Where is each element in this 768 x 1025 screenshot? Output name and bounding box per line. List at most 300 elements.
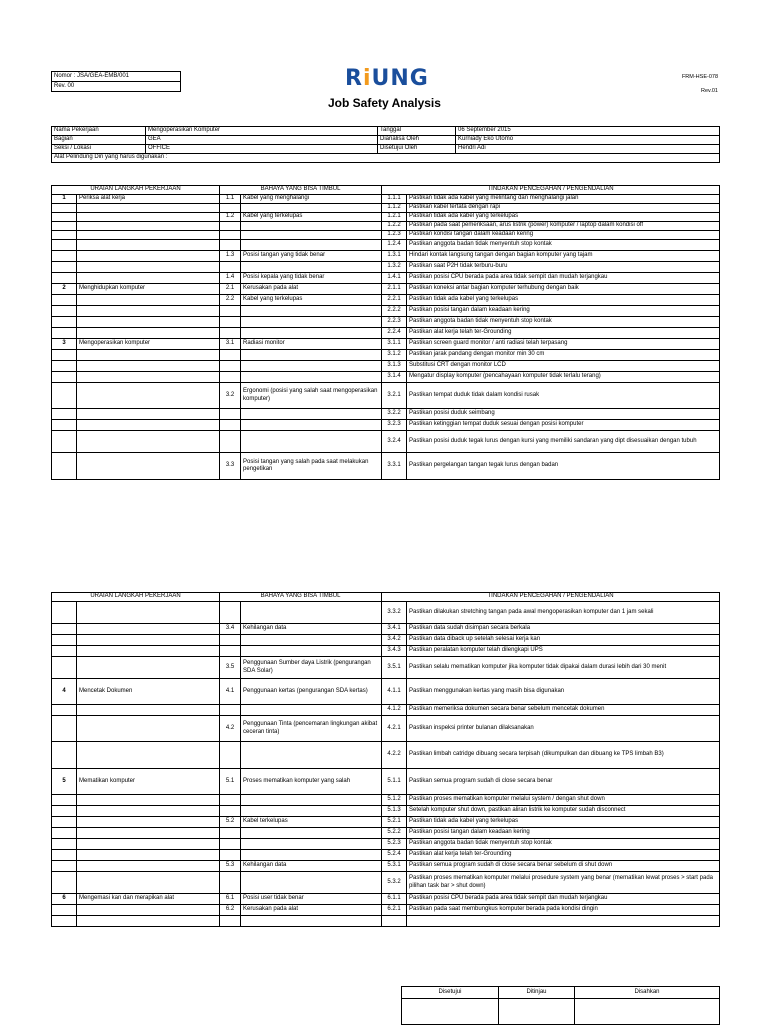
control-description: Pastikan tempat duduk tidak dalam kondisi rusak: [407, 383, 720, 409]
table-row: [52, 861, 720, 872]
col-header-langkah: URAIAN LANGKAH PEKERJAAN: [52, 186, 220, 195]
hazard-number: 5.1: [220, 769, 241, 795]
hazard-number: [220, 350, 241, 361]
step-description: [77, 602, 220, 624]
table-row: [52, 306, 720, 317]
control-description: Pastikan proses mematikan komputer melalui system / dengan shut down: [407, 795, 720, 806]
hazard-description: [241, 839, 382, 850]
sig-ditinjau-label: Ditinjau: [499, 987, 575, 999]
table-row: [52, 646, 720, 657]
table-row: [52, 828, 720, 839]
hazard-description: Posisi kepala yang tidak benar: [241, 273, 382, 284]
jsa-table-page1: [51, 185, 720, 480]
step-description: [77, 716, 220, 742]
control-number: 3.1.1: [382, 339, 407, 350]
hazard-number: 3.2: [220, 383, 241, 409]
step-description: [77, 383, 220, 409]
control-description: Pastikan semua program sudah di close secara benar: [407, 769, 720, 795]
step-description: [77, 742, 220, 769]
control-number: 1.3.2: [382, 262, 407, 273]
control-number: 5.2.3: [382, 839, 407, 850]
control-number: 5.2.4: [382, 850, 407, 861]
control-number: 5.1.2: [382, 795, 407, 806]
hazard-number: [220, 262, 241, 273]
table-row: [52, 361, 720, 372]
value-seksi: OFFICE: [146, 145, 378, 154]
step-description: [77, 273, 220, 284]
table-row: [52, 262, 720, 273]
step-number: [52, 361, 77, 372]
control-number: 5.3.2: [382, 872, 407, 894]
step-number: [52, 372, 77, 383]
doc-number: Nomor : JSA/GEA-EMB/001: [52, 72, 181, 82]
control-number: 3.4.3: [382, 646, 407, 657]
hazard-number: 1.2: [220, 213, 241, 222]
control-number: 3.3.1: [382, 453, 407, 480]
table-row: [52, 409, 720, 420]
step-number: [52, 861, 77, 872]
hazard-number: [220, 742, 241, 769]
col-header-bahaya: BAHAYA YANG BISA TIMBUL: [220, 593, 382, 602]
control-number: 1.4.1: [382, 273, 407, 284]
control-number: 3.5.1: [382, 657, 407, 679]
table-row: [52, 383, 720, 409]
control-number: 3.1.2: [382, 350, 407, 361]
control-number: 3.2.1: [382, 383, 407, 409]
step-number: [52, 453, 77, 480]
table-row: [52, 916, 720, 927]
step-number: [52, 839, 77, 850]
sig-ditinjau-box: [499, 999, 575, 1025]
control-number: 3.3.2: [382, 602, 407, 624]
hazard-number: [220, 361, 241, 372]
control-description: Pastikan ketinggian tempat duduk sesuai dengan posisi komputer: [407, 420, 720, 431]
control-description: Mengatur display komputer (pencahayaan komputer tidak terlalu terang): [407, 372, 720, 383]
hazard-description: [241, 646, 382, 657]
step-number: [52, 624, 77, 635]
label-bagian: Bagian: [52, 136, 146, 145]
control-number: [382, 916, 407, 927]
control-description: Pastikan saat P2H tidak terburu-buru: [407, 262, 720, 273]
hazard-description: [241, 240, 382, 251]
value-nama-pekerjaan: Mengoperasikan Komputer: [146, 127, 378, 136]
step-description: [77, 431, 220, 453]
hazard-number: [220, 850, 241, 861]
step-description: Menghidupkan komputer: [77, 284, 220, 295]
hazard-number: 1.3: [220, 251, 241, 262]
control-description: Pastikan pergelangan tangan tegak lurus dengan badan: [407, 453, 720, 480]
step-number: 4: [52, 679, 77, 705]
control-number: 5.2.2: [382, 828, 407, 839]
hazard-number: [220, 317, 241, 328]
step-number: [52, 295, 77, 306]
control-number: 1.1.1: [382, 195, 407, 204]
step-number: [52, 231, 77, 240]
hazard-number: 5.2: [220, 817, 241, 828]
hazard-number: 3.3: [220, 453, 241, 480]
table-row: [52, 350, 720, 361]
control-number: 2.2.4: [382, 328, 407, 339]
control-description: Pastikan posisi CPU berada pada area tidak sempit dan mudah terjangkau: [407, 273, 720, 284]
control-description: Pastikan pada saat pemeriksaan, arus listrik (power) komputer / laptop dalam kondisi off: [407, 222, 720, 231]
table-row: [52, 372, 720, 383]
step-description: [77, 905, 220, 916]
step-description: Mengoperasikan komputer: [77, 339, 220, 350]
table-row: [52, 742, 720, 769]
hazard-number: 1.4: [220, 273, 241, 284]
hazard-description: [241, 705, 382, 716]
control-number: 1.2.3: [382, 231, 407, 240]
control-number: 3.2.4: [382, 431, 407, 453]
table-row: [52, 872, 720, 894]
control-number: 1.3.1: [382, 251, 407, 262]
hazard-number: 3.5: [220, 657, 241, 679]
step-description: [77, 240, 220, 251]
table-row: [52, 295, 720, 306]
step-number: [52, 383, 77, 409]
control-description: Pastikan anggota badan tidak menyentuh stop kontak: [407, 839, 720, 850]
hazard-description: [241, 231, 382, 240]
step-number: [52, 262, 77, 273]
control-description: Pastikan anggota badan tidak menyentuh stop kontak: [407, 317, 720, 328]
sig-disetujui-label: Disetujui: [402, 987, 499, 999]
doc-number-box: [51, 71, 181, 93]
step-description: [77, 657, 220, 679]
control-number: 2.2.1: [382, 295, 407, 306]
step-description: [77, 262, 220, 273]
table-row: [52, 657, 720, 679]
jsa-table-page2: [51, 592, 720, 927]
step-number: [52, 742, 77, 769]
control-description: Pastikan inspeksi printer bulanan dilaksanakan: [407, 716, 720, 742]
control-number: 3.1.3: [382, 361, 407, 372]
doc-rev: Rev. 00: [52, 82, 181, 92]
control-number: 3.4.2: [382, 635, 407, 646]
hazard-number: [220, 839, 241, 850]
hazard-number: [220, 635, 241, 646]
step-number: [52, 916, 77, 927]
value-tanggal: 06 September 2015: [456, 127, 720, 136]
control-number: 6.2.1: [382, 905, 407, 916]
step-number: [52, 409, 77, 420]
step-description: [77, 328, 220, 339]
step-number: [52, 806, 77, 817]
hazard-number: [220, 431, 241, 453]
table-row: [52, 251, 720, 262]
control-description: Substitusi CRT dengan monitor LCD: [407, 361, 720, 372]
control-description: Pastikan memeriksa dokumen secara benar sebelum mencetak dokumen: [407, 705, 720, 716]
table-row: [52, 602, 720, 624]
step-description: [77, 624, 220, 635]
hazard-number: [220, 420, 241, 431]
control-description: Pastikan tidak ada kabel yang terkelupas: [407, 213, 720, 222]
control-description: Pastikan posisi duduk seimbang: [407, 409, 720, 420]
step-number: [52, 795, 77, 806]
step-number: [52, 240, 77, 251]
table-row: [52, 284, 720, 295]
control-number: 4.2.2: [382, 742, 407, 769]
step-description: [77, 646, 220, 657]
hazard-number: [220, 872, 241, 894]
hazard-number: 2.2: [220, 295, 241, 306]
table-row: [52, 213, 720, 222]
control-number: 5.1.3: [382, 806, 407, 817]
control-number: 2.2.2: [382, 306, 407, 317]
hazard-description: Kerusakan pada alat: [241, 284, 382, 295]
label-dianalisa: Dianalisa Oleh: [378, 136, 456, 145]
hazard-description: [241, 328, 382, 339]
step-number: [52, 273, 77, 284]
hazard-description: Kabel yang terkelupas: [241, 295, 382, 306]
control-description: Pastikan menggunakan kertas yang masih bisa digunakan: [407, 679, 720, 705]
step-description: [77, 317, 220, 328]
col-header-langkah: URAIAN LANGKAH PEKERJAAN: [52, 593, 220, 602]
hazard-description: Radiasi monitor: [241, 339, 382, 350]
control-number: 3.2.3: [382, 420, 407, 431]
form-number: FRM-HSE-078: [681, 74, 718, 80]
hazard-number: 2.1: [220, 284, 241, 295]
control-description: Pastikan kondisi tangan dalam keadaan kering: [407, 231, 720, 240]
hazard-number: [220, 372, 241, 383]
control-description: Pastikan posisi tangan dalam keadaan kering: [407, 306, 720, 317]
table-row: [52, 231, 720, 240]
value-disetujui: Hendri Adi: [456, 145, 720, 154]
hazard-description: [241, 431, 382, 453]
hazard-description: Kehilangan data: [241, 861, 382, 872]
hazard-number: [220, 705, 241, 716]
step-description: [77, 872, 220, 894]
table-row: [52, 679, 720, 705]
hazard-number: [220, 204, 241, 213]
hazard-description: Posisi tangan yang tidak benar: [241, 251, 382, 262]
control-number: 3.4.1: [382, 624, 407, 635]
step-description: [77, 705, 220, 716]
table-row: [52, 806, 720, 817]
hazard-number: 3.4: [220, 624, 241, 635]
step-number: [52, 635, 77, 646]
hazard-description: [241, 204, 382, 213]
value-dianalisa: Kurniady Eko Utomo: [456, 136, 720, 145]
control-number: 3.1.4: [382, 372, 407, 383]
step-number: [52, 350, 77, 361]
hazard-number: 4.1: [220, 679, 241, 705]
hazard-description: Posisi user tidak benar: [241, 894, 382, 905]
step-description: [77, 839, 220, 850]
step-description: [77, 361, 220, 372]
hazard-description: [241, 306, 382, 317]
control-description: Pastikan proses mematikan komputer melalui prosedure system yang benar (mematikan lewat proses > start pada pilihan task bar > shut down): [407, 872, 720, 894]
step-number: 2: [52, 284, 77, 295]
hazard-description: [241, 350, 382, 361]
hazard-description: Kabel terkelupas: [241, 817, 382, 828]
table-row: [52, 635, 720, 646]
hazard-description: Kabel yang terkelupas: [241, 213, 382, 222]
hazard-number: 5.3: [220, 861, 241, 872]
table-row: [52, 328, 720, 339]
step-number: [52, 828, 77, 839]
control-description: Pastikan anggota badan tidak menyentuh stop kontak: [407, 240, 720, 251]
control-description: Pastikan posisi CPU berada pada area tidak sempit dan mudah terjangkau: [407, 894, 720, 905]
col-header-tindakan: TINDAKAN PENCEGAHAN / PENGENDALIAN: [382, 593, 720, 602]
control-description: Pastikan tidak ada kabel yang terkelupas: [407, 295, 720, 306]
hazard-description: [241, 916, 382, 927]
step-description: [77, 420, 220, 431]
step-description: [77, 222, 220, 231]
control-description: Pastikan tidak ada kabel yang terkelupas: [407, 817, 720, 828]
control-number: 4.1.1: [382, 679, 407, 705]
step-description: [77, 861, 220, 872]
step-number: [52, 646, 77, 657]
control-number: 3.2.2: [382, 409, 407, 420]
control-description: Pastikan alat kerja telah ter-Grounding: [407, 328, 720, 339]
control-description: Hindari kontak langsung tangan dengan bagian komputer yang tajam: [407, 251, 720, 262]
step-number: [52, 602, 77, 624]
control-description: Pastikan posisi duduk tegak lurus dengan kursi yang memiliki sandaran yang dipt disesuaikan dengan tubuh: [407, 431, 720, 453]
control-description: Pastikan tidak ada kabel yang melintang dan menghalangi jalan: [407, 195, 720, 204]
table-row: [52, 339, 720, 350]
step-description: [77, 828, 220, 839]
step-number: [52, 328, 77, 339]
control-number: 5.3.1: [382, 861, 407, 872]
hazard-description: [241, 420, 382, 431]
control-description: Pastikan dilakukan stretching tangan pada awal mengoperasikan komputer dan 1 jam sekali: [407, 602, 720, 624]
step-description: [77, 231, 220, 240]
hazard-number: [220, 240, 241, 251]
step-description: [77, 817, 220, 828]
hazard-description: [241, 806, 382, 817]
value-bagian: GEA: [146, 136, 378, 145]
control-description: Pastikan peralatan komputer telah dilengkapi UPS: [407, 646, 720, 657]
hazard-description: Penggunaan Tinta (pencemaran lingkungan akibat ceceran tinta): [241, 716, 382, 742]
table-row: [52, 195, 720, 204]
hazard-number: [220, 602, 241, 624]
table-row: [52, 453, 720, 480]
hazard-number: [220, 916, 241, 927]
hazard-number: 1.1: [220, 195, 241, 204]
step-description: [77, 635, 220, 646]
control-description: Pastikan data diback up setelah selesai kerja kan: [407, 635, 720, 646]
hazard-description: Kerusakan pada alat: [241, 905, 382, 916]
step-number: [52, 850, 77, 861]
hazard-description: [241, 635, 382, 646]
control-description: Pastikan pada saat membungkus komputer berada pada kondisi dingin: [407, 905, 720, 916]
control-number: 6.1.1: [382, 894, 407, 905]
step-number: [52, 213, 77, 222]
step-description: [77, 251, 220, 262]
table-row: [52, 273, 720, 284]
step-number: [52, 817, 77, 828]
control-description: Pastikan screen guard monitor / anti radiasi telah terpasang: [407, 339, 720, 350]
step-description: Periksa alat kerja: [77, 195, 220, 204]
hazard-description: [241, 872, 382, 894]
table-row: [52, 624, 720, 635]
company-logo: RiUNG: [345, 66, 429, 91]
table-row: [52, 240, 720, 251]
hazard-number: 6.2: [220, 905, 241, 916]
step-description: [77, 916, 220, 927]
step-number: [52, 431, 77, 453]
col-header-tindakan: TINDAKAN PENCEGAHAN / PENGENDALIAN: [382, 186, 720, 195]
step-description: [77, 295, 220, 306]
hazard-description: Posisi tangan yang salah pada saat melakukan pengetikan: [241, 453, 382, 480]
label-apd: Alat Pelindung Diri yang harus digunakan :: [52, 154, 720, 163]
table-row: [52, 716, 720, 742]
hazard-description: [241, 850, 382, 861]
control-number: 5.2.1: [382, 817, 407, 828]
hazard-description: [241, 372, 382, 383]
col-header-bahaya: BAHAYA YANG BISA TIMBUL: [220, 186, 382, 195]
hazard-number: [220, 231, 241, 240]
control-description: Pastikan posisi tangan dalam keadaan kering: [407, 828, 720, 839]
control-description: [407, 916, 720, 927]
step-number: 5: [52, 769, 77, 795]
hazard-description: Ergonomi (posisi yang salah saat mengoperasikan komputer): [241, 383, 382, 409]
label-tanggal: Tanggal: [378, 127, 456, 136]
hazard-number: [220, 806, 241, 817]
step-description: Mencetak Dokumen: [77, 679, 220, 705]
hazard-number: 3.1: [220, 339, 241, 350]
page-title: Job Safety Analysis: [328, 96, 441, 110]
table-row: [52, 850, 720, 861]
table-row: [52, 817, 720, 828]
hazard-description: [241, 317, 382, 328]
step-description: [77, 213, 220, 222]
hazard-description: [241, 222, 382, 231]
hazard-number: [220, 795, 241, 806]
step-description: [77, 806, 220, 817]
table-row: [52, 431, 720, 453]
hazard-description: [241, 409, 382, 420]
table-row: [52, 795, 720, 806]
step-number: 6: [52, 894, 77, 905]
control-number: 2.2.3: [382, 317, 407, 328]
step-number: [52, 251, 77, 262]
step-description: [77, 306, 220, 317]
control-number: 5.1.1: [382, 769, 407, 795]
hazard-description: Proses mematikan komputer yang salah: [241, 769, 382, 795]
control-number: 4.2.1: [382, 716, 407, 742]
step-description: [77, 372, 220, 383]
table-row: [52, 705, 720, 716]
step-number: [52, 204, 77, 213]
step-description: [77, 453, 220, 480]
step-description: [77, 795, 220, 806]
step-number: [52, 705, 77, 716]
step-number: [52, 716, 77, 742]
table-row: [52, 839, 720, 850]
form-rev: Rev.01: [700, 88, 718, 94]
hazard-number: [220, 328, 241, 339]
step-description: [77, 204, 220, 213]
sig-disetujui-box: [402, 999, 499, 1025]
control-description: Pastikan limbah catridge dibuang secara terpisah (dikumpulkan dan dibuang ke TPS limbah B3): [407, 742, 720, 769]
hazard-number: [220, 828, 241, 839]
hazard-description: [241, 361, 382, 372]
signature-table: [401, 986, 720, 1025]
control-description: Pastikan koneksi antar bagian komputer terhubung dengan baik: [407, 284, 720, 295]
control-description: Setelah komputer shut down, pastikan aliran listrik ke komputer sudah disconnect: [407, 806, 720, 817]
control-number: 4.1.2: [382, 705, 407, 716]
step-number: [52, 306, 77, 317]
sig-disahkan-box: [575, 999, 720, 1025]
control-number: 2.1.1: [382, 284, 407, 295]
label-nama-pekerjaan: Nama Pekerjaan: [52, 127, 146, 136]
step-description: [77, 850, 220, 861]
control-description: Pastikan semua program sudah di close secara benar sebelum di shut down: [407, 861, 720, 872]
hazard-description: Kehilangan data: [241, 624, 382, 635]
control-description: Pastikan kabel tertata dengan rapi: [407, 204, 720, 213]
hazard-number: [220, 646, 241, 657]
